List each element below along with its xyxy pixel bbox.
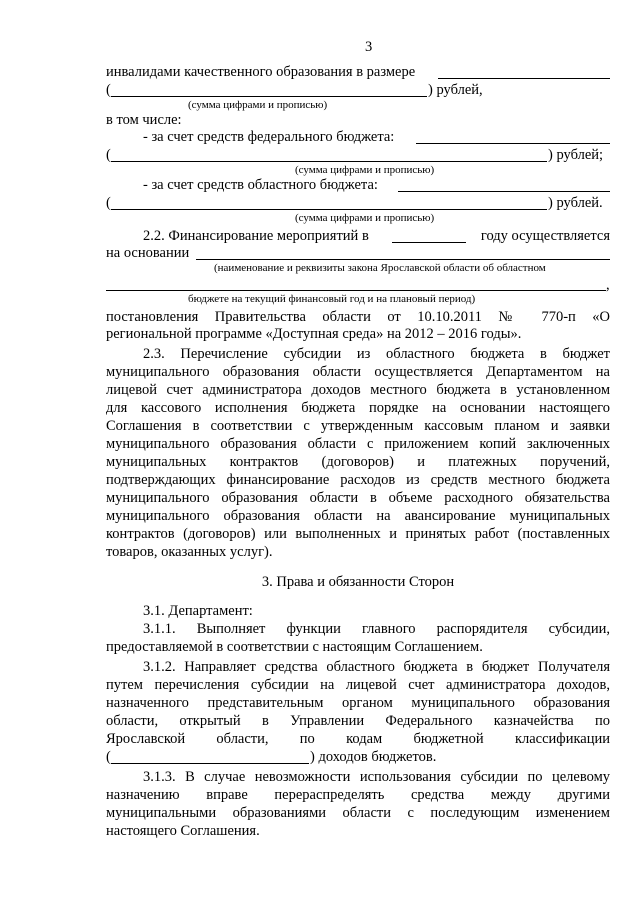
paragraph-line: настоящего Соглашения.	[106, 823, 260, 839]
paragraph-line: назначенного представительным органом муниципального образования	[106, 695, 610, 711]
section-heading: 3. Права и обязанности Сторон	[261, 574, 455, 590]
text-line: ) доходов бюджетов.	[310, 749, 437, 765]
text-line: (	[106, 147, 111, 163]
text-line: ) рублей.	[548, 195, 603, 211]
paragraph-line: муниципального образования области осуществляется Департаментом на	[106, 364, 610, 380]
paragraph-line: для кассового исполнения бюджета порядке на основании настоящего	[106, 400, 610, 416]
text-line: (	[106, 82, 111, 98]
blank-field[interactable]	[111, 96, 427, 97]
paragraph-line: 2.3. Перечисление субсидии из областного бюджета в бюджет	[143, 346, 610, 362]
field-hint: (сумма цифрами и прописью)	[295, 164, 435, 176]
text-line: - за счет средств федерального бюджета:	[143, 129, 395, 145]
paragraph-line: Ярославской области, по кодам бюджетной классификации	[106, 731, 610, 747]
field-hint: бюджете на текущий финансовый год и на плановый период)	[188, 293, 476, 305]
paragraph-line: 3.1.1. Выполняет функции главного распорядителя субсидии,	[143, 621, 610, 637]
blank-field[interactable]	[106, 290, 606, 291]
paragraph-line: области, открытый в Управлении Федерального казначейства по	[106, 713, 610, 729]
paragraph-line: подтверждающих финансирование расходов из средств местного бюджета	[106, 472, 610, 488]
text-line: 2.2. Финансирование мероприятий в	[143, 228, 369, 244]
paragraph-line: муниципального образования области в объеме расходного обязательства	[106, 490, 610, 506]
blank-field[interactable]	[111, 161, 547, 162]
paragraph-line: муниципального образования области с приложением копий заключенных	[106, 436, 610, 452]
paragraph-line: лицевой счет администратора доходов местного бюджета в установленном	[106, 382, 610, 398]
blank-field[interactable]	[392, 242, 466, 243]
text-line: (	[106, 749, 111, 765]
blank-field[interactable]	[196, 259, 610, 260]
field-hint: (сумма цифрами и прописью)	[295, 212, 435, 224]
text-line: ,	[606, 277, 610, 293]
text-line: (	[106, 195, 111, 211]
paragraph-line: контрактов (договоров) или выполненных и принятых работ (поставленных	[106, 526, 610, 542]
paragraph-line: предоставляемой в соответствии с настоящим Соглашением.	[106, 639, 483, 655]
paragraph-line: муниципальными образованиями области с последующим изменением	[106, 805, 610, 821]
paragraph-line: путем перечисления субсидии на лицевой счет администратора доходов,	[106, 677, 610, 693]
field-hint: (сумма цифрами и прописью)	[188, 99, 328, 111]
paragraph-line: товаров, оказанных услуг).	[106, 544, 273, 560]
text-line: 3.1. Департамент:	[143, 603, 253, 619]
field-hint: (наименование и реквизиты закона Ярославской области об областном	[214, 262, 546, 274]
blank-field[interactable]	[111, 209, 547, 210]
text-line: постановления Правительства области от 10.10.2011 № 770-п «О	[106, 309, 610, 325]
paragraph-line: 3.1.2. Направляет средства областного бюджета в бюджет Получателя	[143, 659, 610, 675]
paragraph-line: назначению вправе перераспределять средства между другими	[106, 787, 610, 803]
paragraph-line: муниципального образования области на авансирование муниципальных	[106, 508, 610, 524]
text-line: в том числе:	[106, 112, 182, 128]
text-line: ) рублей,	[428, 82, 483, 98]
paragraph-line: 3.1.3. В случае невозможности использования субсидии по целевому	[143, 769, 610, 785]
text-line: на основании	[106, 245, 190, 261]
text-line: - за счет средств областного бюджета:	[143, 177, 378, 193]
text-line: году осуществляется	[480, 228, 610, 244]
blank-field[interactable]	[416, 143, 610, 144]
paragraph-line: Соглашения в соответствии с утвержденным кассовым планом и заявки	[106, 418, 610, 434]
page-number: 3	[365, 39, 373, 55]
paragraph-line: муниципальных контрактов (договоров) и платежных поручений,	[106, 454, 610, 470]
blank-field[interactable]	[398, 191, 610, 192]
text-line: инвалидами качественного образования в размере	[106, 64, 416, 80]
blank-field[interactable]	[438, 78, 610, 79]
text-line: ) рублей;	[548, 147, 604, 163]
text-line: региональной программе «Доступная среда» на 2012 – 2016 годы».	[106, 326, 522, 342]
blank-field[interactable]	[111, 763, 309, 764]
